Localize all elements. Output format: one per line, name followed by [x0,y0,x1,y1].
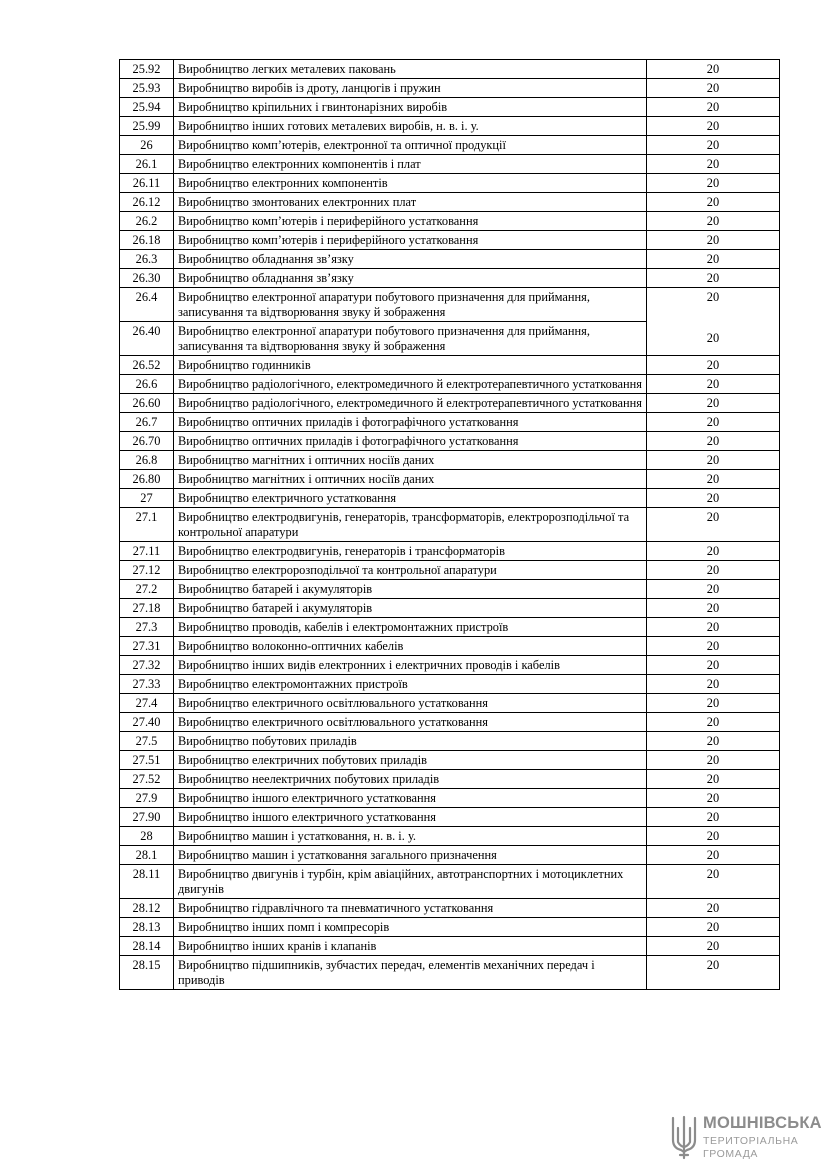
row-code: 27 [120,489,174,508]
table-row [120,542,780,561]
row-name: Виробництво електричного освітлювального устатковання [174,694,647,713]
row-code: 26.60 [120,394,174,413]
row-code: 26.18 [120,231,174,250]
row-value: 20 [647,322,780,356]
row-value: 20 [647,770,780,789]
table-row [120,713,780,732]
row-value: 20 [647,789,780,808]
table-row [120,846,780,865]
row-value: 20 [647,918,780,937]
table-row [120,155,780,174]
table-row [120,288,780,322]
row-code: 27.1 [120,508,174,542]
table-row [120,561,780,580]
row-code: 25.94 [120,98,174,117]
row-value: 20 [647,580,780,599]
row-code: 27.51 [120,751,174,770]
row-code: 25.92 [120,60,174,79]
row-value: 20 [647,599,780,618]
table-row [120,60,780,79]
row-name: Виробництво змонтованих електронних плат [174,193,647,212]
row-name: Виробництво іншого електричного устатковання [174,808,647,827]
row-value: 20 [647,375,780,394]
table-row [120,79,780,98]
row-value: 20 [647,732,780,751]
row-value: 20 [647,937,780,956]
row-value: 20 [647,956,780,990]
row-value: 20 [647,212,780,231]
row-value: 20 [647,508,780,542]
row-code: 26.40 [120,322,174,356]
table-row [120,269,780,288]
table-row [120,808,780,827]
row-code: 26.2 [120,212,174,231]
row-value: 20 [647,451,780,470]
row-name: Виробництво машин і устатковання, н. в. і. у. [174,827,647,846]
row-value: 20 [647,808,780,827]
row-name: Виробництво волоконно-оптичних кабелів [174,637,647,656]
row-value: 20 [647,675,780,694]
row-name: Виробництво оптичних приладів і фотографічного устатковання [174,432,647,451]
row-name: Виробництво електродвигунів, генераторів і трансформаторів [174,542,647,561]
row-name: Виробництво обладнання зв’язку [174,269,647,288]
row-code: 26.8 [120,451,174,470]
row-name: Виробництво підшипників, зубчастих передач, елементів механічних передач і приводів [174,956,647,990]
logo-title: МОШНІВСЬКА [703,1114,822,1132]
row-value: 20 [647,288,780,322]
table-row [120,413,780,432]
row-code: 26.52 [120,356,174,375]
row-code: 27.40 [120,713,174,732]
table-row [120,694,780,713]
row-name: Виробництво батарей і акумуляторів [174,599,647,618]
row-value: 20 [647,174,780,193]
row-code: 25.99 [120,117,174,136]
row-value: 20 [647,865,780,899]
table-row [120,136,780,155]
row-name: Виробництво електронної апаратури побутового призначення для приймання, записування та відтворювання звуку й зображення [174,322,647,356]
row-value: 20 [647,432,780,451]
row-name: Виробництво машин і устатковання загального призначення [174,846,647,865]
table-row [120,827,780,846]
table-row [120,508,780,542]
row-value: 20 [647,561,780,580]
table-row [120,322,780,356]
row-name: Виробництво радіологічного, електромедичного й електротерапевтичного устатковання [174,394,647,413]
row-value: 20 [647,117,780,136]
row-code: 26.11 [120,174,174,193]
row-code: 27.9 [120,789,174,808]
table-row [120,789,780,808]
row-value: 20 [647,637,780,656]
row-name: Виробництво комп’ютерів і периферійного устатковання [174,231,647,250]
table-row [120,470,780,489]
row-code: 26.3 [120,250,174,269]
row-name: Виробництво батарей і акумуляторів [174,580,647,599]
row-code: 27.2 [120,580,174,599]
row-value: 20 [647,231,780,250]
row-name: Виробництво електродвигунів, генераторів, трансформаторів, електророзподільчої та контрольної апаратури [174,508,647,542]
row-name: Виробництво інших видів електронних і електричних проводів і кабелів [174,656,647,675]
table-row [120,937,780,956]
table-row [120,174,780,193]
row-value: 20 [647,394,780,413]
row-value: 20 [647,136,780,155]
table-row [120,98,780,117]
logo-subtitle-2: ГРОМАДА [703,1148,759,1160]
row-name: Виробництво радіологічного, електромедичного й електротерапевтичного устатковання [174,375,647,394]
row-name: Виробництво годинників [174,356,647,375]
row-value: 20 [647,899,780,918]
row-name: Виробництво легких металевих паковань [174,60,647,79]
row-code: 26.7 [120,413,174,432]
row-value: 20 [647,470,780,489]
row-name: Виробництво комп’ютерів, електронної та оптичної продукції [174,136,647,155]
table-row [120,356,780,375]
row-code: 26.6 [120,375,174,394]
table-row [120,956,780,990]
row-value: 20 [647,489,780,508]
table-row [120,489,780,508]
row-name: Виробництво інших помп і компресорів [174,918,647,937]
row-name: Виробництво електронних компонентів і плат [174,155,647,174]
row-code: 28.15 [120,956,174,990]
row-name: Виробництво електророзподільчої та контрольної апаратури [174,561,647,580]
row-code: 27.18 [120,599,174,618]
row-name: Виробництво двигунів і турбін, крім авіаційних, автотранспортних і мотоциклетних двигунів [174,865,647,899]
row-code: 26.1 [120,155,174,174]
row-name: Виробництво електричного устатковання [174,489,647,508]
table-row [120,751,780,770]
row-value: 20 [647,60,780,79]
community-logo [669,1111,822,1161]
row-name: Виробництво іншого електричного устатковання [174,789,647,808]
table-row [120,394,780,413]
table-row [120,656,780,675]
row-code: 27.11 [120,542,174,561]
table-row [120,865,780,899]
row-code: 28.11 [120,865,174,899]
row-name: Виробництво магнітних і оптичних носіїв даних [174,451,647,470]
row-name: Виробництво обладнання зв’язку [174,250,647,269]
table-row [120,231,780,250]
table-row [120,580,780,599]
row-value: 20 [647,193,780,212]
logo-subtitle: ТЕРИТОРІАЛЬНА [703,1135,799,1147]
row-code: 27.3 [120,618,174,637]
row-name: Виробництво комп’ютерів і периферійного устатковання [174,212,647,231]
table-row [120,432,780,451]
row-name: Виробництво проводів, кабелів і електромонтажних пристроїв [174,618,647,637]
table-row [120,250,780,269]
row-code: 27.5 [120,732,174,751]
row-value: 20 [647,250,780,269]
trident-icon [669,1114,699,1160]
row-value: 20 [647,751,780,770]
row-code: 28.12 [120,899,174,918]
row-value: 20 [647,542,780,561]
row-name: Виробництво інших кранів і клапанів [174,937,647,956]
row-name: Виробництво електронної апаратури побутового призначення для приймання, записування та відтворювання звуку й зображення [174,288,647,322]
row-code: 26.12 [120,193,174,212]
table-row [120,899,780,918]
row-name: Виробництво побутових приладів [174,732,647,751]
row-name: Виробництво оптичних приладів і фотографічного устатковання [174,413,647,432]
row-code: 28.13 [120,918,174,937]
table-row [120,117,780,136]
row-value: 20 [647,694,780,713]
table-row [120,451,780,470]
row-value: 20 [647,618,780,637]
activity-codes-table [119,59,780,990]
row-code: 28 [120,827,174,846]
table-row [120,637,780,656]
row-name: Виробництво інших готових металевих виробів, н. в. і. у. [174,117,647,136]
row-code: 27.31 [120,637,174,656]
row-code: 28.14 [120,937,174,956]
row-value: 20 [647,827,780,846]
row-name: Виробництво кріпильних і гвинтонарізних виробів [174,98,647,117]
row-code: 26.30 [120,269,174,288]
table-row [120,212,780,231]
row-code: 27.52 [120,770,174,789]
row-code: 27.33 [120,675,174,694]
table-row [120,599,780,618]
table-row [120,732,780,751]
row-value: 20 [647,79,780,98]
row-code: 28.1 [120,846,174,865]
table-row [120,375,780,394]
table-row [120,918,780,937]
table-row [120,675,780,694]
table-row [120,618,780,637]
table-row [120,193,780,212]
row-name: Виробництво електричних побутових приладів [174,751,647,770]
row-value: 20 [647,269,780,288]
row-code: 26.4 [120,288,174,322]
row-name: Виробництво електричного освітлювального устатковання [174,713,647,732]
row-code: 26.70 [120,432,174,451]
row-code: 27.90 [120,808,174,827]
row-name: Виробництво неелектричних побутових приладів [174,770,647,789]
row-name: Виробництво електронних компонентів [174,174,647,193]
row-value: 20 [647,356,780,375]
row-name: Виробництво магнітних і оптичних носіїв даних [174,470,647,489]
row-value: 20 [647,713,780,732]
row-value: 20 [647,413,780,432]
row-name: Виробництво гідравлічного та пневматичного устатковання [174,899,647,918]
row-code: 27.12 [120,561,174,580]
row-code: 26 [120,136,174,155]
row-code: 27.4 [120,694,174,713]
row-code: 27.32 [120,656,174,675]
table-row [120,770,780,789]
row-value: 20 [647,846,780,865]
row-code: 25.93 [120,79,174,98]
row-value: 20 [647,656,780,675]
row-name: Виробництво виробів із дроту, ланцюгів і пружин [174,79,647,98]
row-value: 20 [647,98,780,117]
row-code: 26.80 [120,470,174,489]
row-value: 20 [647,155,780,174]
row-name: Виробництво електромонтажних пристроїв [174,675,647,694]
